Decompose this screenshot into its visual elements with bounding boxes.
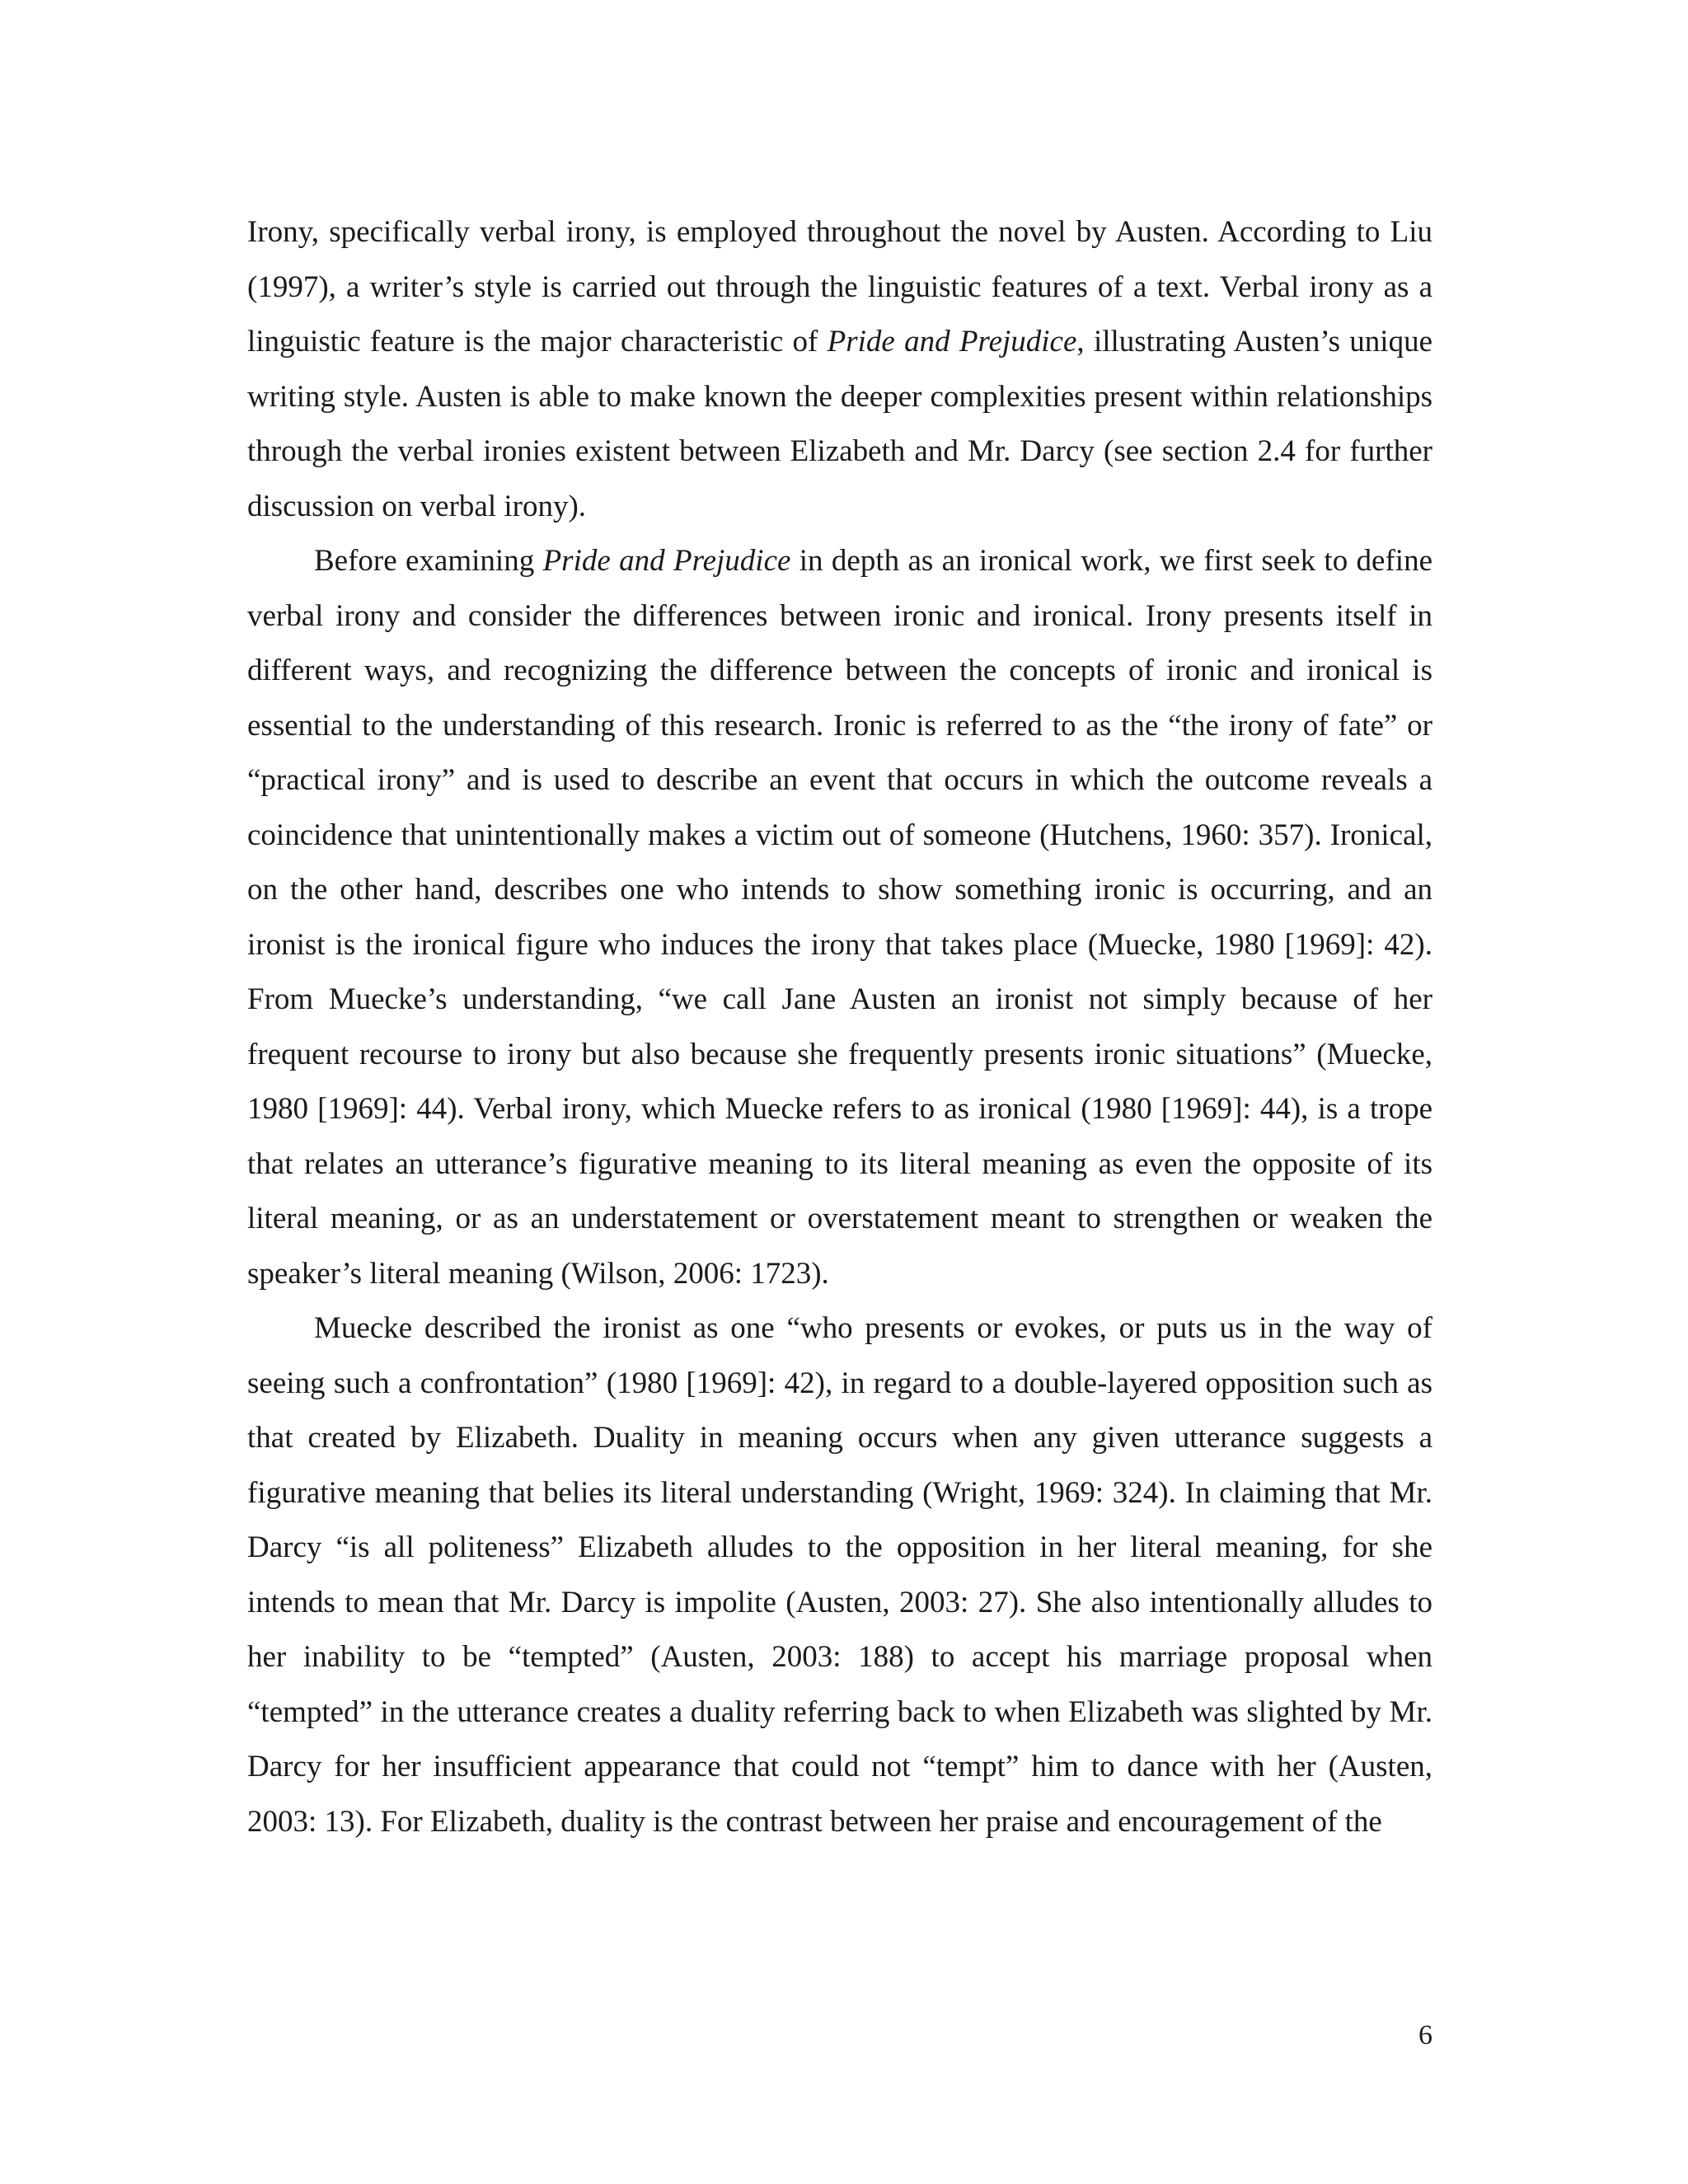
paragraph-2-run-3: in depth as an ironical work, we first seek to define verbal irony and consider the differences between ironic and ironical. Irony presents itself in different ways, and recognizing the difference between the concepts of ironic and ironical is essential to the understanding of this research. Ironic is referred to as the “the irony of fate” or “practical irony” and is used to describe an event that occurs in which the outcome reveals a coincidence that unintentionally makes a victim out of someone (Hutchens, 1960: 357). Ironical, on the other hand, describes one who intends to show something ironic is occurring, and an ironist is the ironical figure who induces the irony that takes place (Muecke, 1980 [1969]: 42). From Muecke’s understanding, “we call Jane Austen an ironist not simply because of her frequent recourse to irony but also because she frequently presents ironic situations” (Muecke, 1980 [1969]: 44). Verbal irony, which Muecke refers to as ironical (1980 [1969]: 44), is a trope that relates an utterance’s figurative meaning to its literal meaning as even the opposite of its literal meaning, or as an understatement or overstatement meant to strengthen or weaken the speaker’s literal meaning (Wilson, 2006: 1723). <box>247 544 1432 1291</box>
page-number: 6 <box>1418 2020 1432 2050</box>
body-text <box>247 205 1432 1849</box>
paragraph-1 <box>247 205 1432 534</box>
paragraph-3 <box>247 1301 1432 1849</box>
paragraph-1-run-3: , illustrating Austen’s unique writing style. Austen is able to make known the deeper complexities present within relationships through the verbal ironies existent between Elizabeth and Mr. Darcy (see section 2.4 for further discussion on verbal irony). <box>247 325 1433 523</box>
paragraph-1-run-1: Irony, specifically verbal irony, is employed throughout the novel by Austen. According to Liu (1997), a writer’s style is carried out through the linguistic features of a text. Verbal irony as a linguistic feature is the major characteristic of <box>247 215 1432 359</box>
paragraph-2-run-1: Before examining <box>314 544 543 578</box>
book-title-italic: Pride and Prejudice <box>827 325 1077 359</box>
paragraph-2 <box>247 534 1432 1301</box>
book-title-italic: Pride and Prejudice <box>542 544 791 578</box>
paragraph-3-run-1: Muecke described the ironist as one “who presents or evokes, or puts us in the way of seeing such a confrontation” (1980 [1969]: 42), in regard to a double-layered opposition such as that created by Elizabeth. Duality in meaning occurs when any given utterance suggests a figurative meaning that belies its literal understanding (Wright, 1969: 324). In claiming that Mr. Darcy “is all politeness” Elizabeth alludes to the opposition in her literal meaning, for she intends to mean that Mr. Darcy is impolite (Austen, 2003: 27). She also intentionally alludes to her inability to be “tempted” (Austen, 2003: 188) to accept his marriage proposal when “tempted” in the utterance creates a duality referring back to when Elizabeth was slighted by Mr. Darcy for her insufficient appearance that could not “tempt” him to dance with her (Austen, 2003: 13). For Elizabeth, duality is the contrast between her praise and encouragement of the <box>247 1311 1432 1839</box>
